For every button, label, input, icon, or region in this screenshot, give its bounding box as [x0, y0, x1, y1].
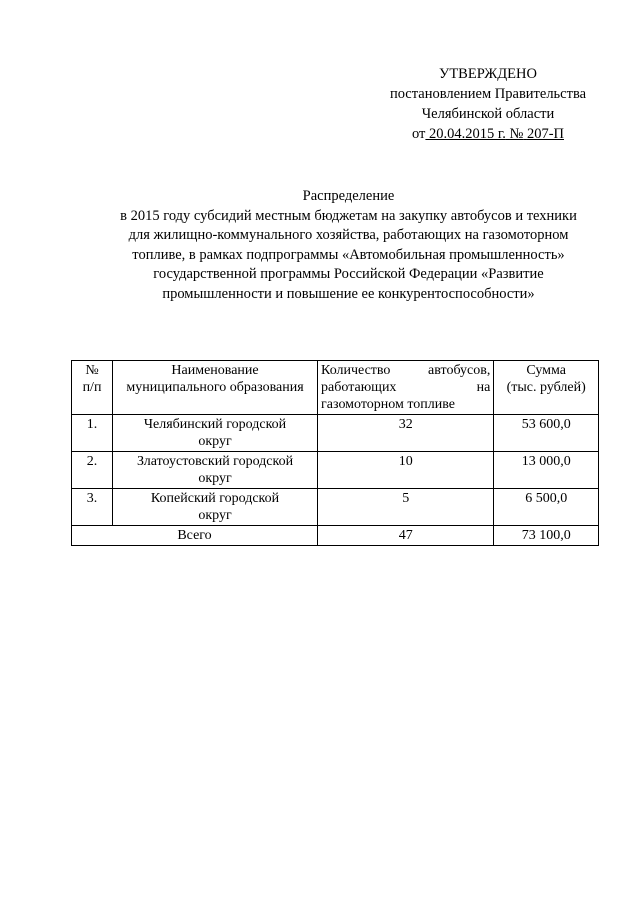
row-name: Златоустовский городской округ — [113, 452, 318, 489]
total-sum: 73 100,0 — [494, 526, 599, 546]
approval-date-line — [378, 124, 598, 144]
row-name: Копейский городской округ — [113, 489, 318, 526]
row-num: 2. — [72, 452, 113, 489]
table-row — [72, 489, 599, 526]
approval-date-prefix: от — [412, 126, 426, 142]
row-quantity: 5 — [318, 489, 494, 526]
heading-line-4: государственной программы Российской Федерации «Развитие — [153, 266, 544, 282]
approval-title: УТВЕРЖДЕНО — [439, 66, 537, 82]
table-header-row — [72, 361, 599, 415]
header-sum: Сумма (тыс. рублей) — [494, 361, 599, 415]
approval-number: 207-П — [526, 126, 564, 142]
row-sum: 53 600,0 — [494, 415, 599, 452]
heading-line-3: топливе, в рамках подпрограммы «Автомобильная промышленность» — [132, 246, 565, 263]
header-name: Наименование муниципального образования — [113, 361, 318, 415]
approval-date: 20.04.2015 г. № 207-П — [429, 126, 564, 142]
distribution-table — [71, 360, 599, 546]
table-row — [72, 452, 599, 489]
row-quantity: 32 — [318, 415, 494, 452]
total-quantity: 47 — [318, 526, 494, 546]
approval-block — [378, 64, 598, 144]
row-name: Челябинский городской округ — [113, 415, 318, 452]
approval-region: Челябинской области — [421, 106, 555, 122]
heading-line-2: для жилищно-коммунального хозяйства, работающих на газомоторном — [128, 227, 569, 243]
row-quantity: 10 — [318, 452, 494, 489]
row-sum: 6 500,0 — [494, 489, 599, 526]
table-total-row — [72, 526, 599, 546]
heading-line-5: промышленности и повышение ее конкурентоспособности» — [162, 285, 535, 302]
header-num: № п/п — [72, 361, 113, 415]
row-num: 3. — [72, 489, 113, 526]
heading-title: Распределение — [302, 188, 395, 204]
row-sum: 13 000,0 — [494, 452, 599, 489]
approval-resolution: постановлением Правительства — [389, 86, 587, 102]
heading-line-1: в 2015 году субсидий местным бюджетам на закупку автобусов и техники — [120, 207, 577, 224]
approval-number-label: № — [509, 126, 524, 142]
header-quantity: Количество автобусов, работающих на газомоторном топливе — [318, 361, 494, 415]
document-heading — [96, 187, 601, 304]
total-label: Всего — [72, 526, 318, 546]
row-num: 1. — [72, 415, 113, 452]
table-row — [72, 415, 599, 452]
